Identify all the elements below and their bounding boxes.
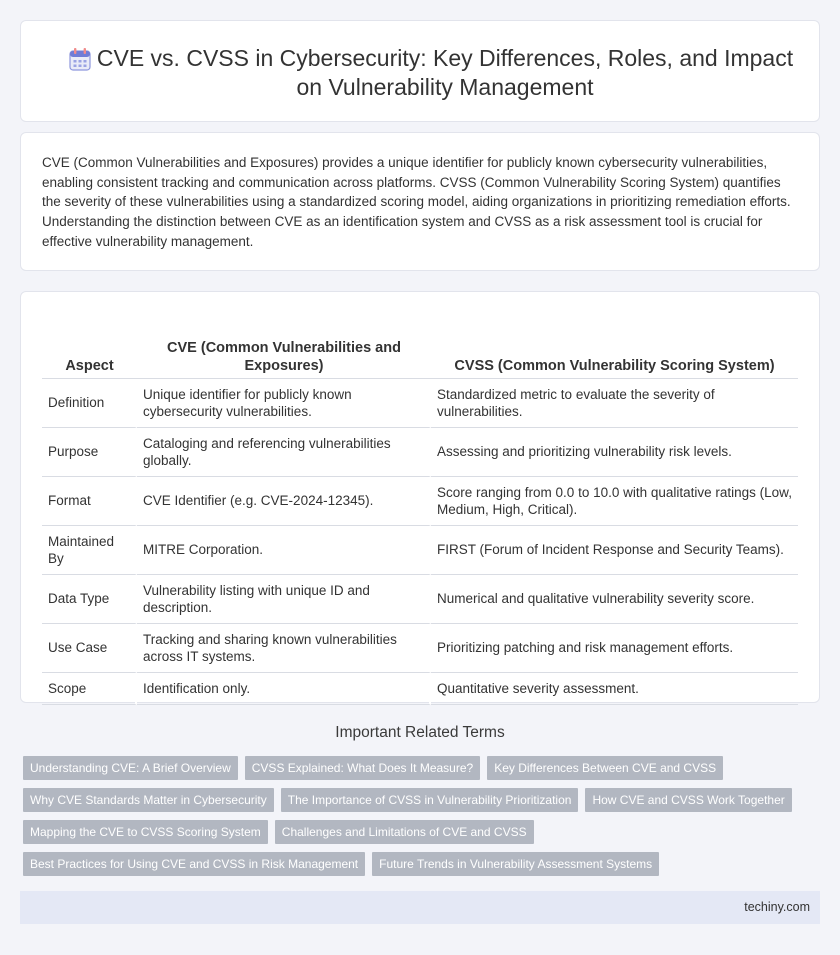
tag-row: [23, 756, 730, 780]
row-cve: Vulnerability listing with unique ID and description.: [137, 575, 431, 624]
related-term-link[interactable]: Challenges and Limitations of CVE and CVSS: [275, 820, 534, 844]
table-row: [42, 379, 798, 428]
row-cve: MITRE Corporation.: [137, 526, 431, 575]
row-cvss: Assessing and prioritizing vulnerability risk levels.: [431, 428, 798, 477]
header-cve: CVE (Common Vulnerabilities and Exposures): [137, 313, 431, 379]
table-row: [42, 575, 798, 624]
row-aspect: Format: [42, 477, 137, 526]
table-header-row: [42, 313, 798, 379]
intro-paragraph: CVE (Common Vulnerabilities and Exposures) provides a unique identifier for publicly known cybersecurity vulnerabilities, enabling consistent tracking and communication across platforms. CVSS (Common Vulnerability Scoring System) quantifies the severity of these vulnerabilities using a standardized scoring model, aiding organizations in prioritizing remediation efforts. Understanding the distinction between CVE as an identification system and CVSS as a risk assessment tool is crucial for effective vulnerability management.: [42, 155, 791, 249]
row-cve: Tracking and sharing known vulnerabilities across IT systems.: [137, 624, 431, 673]
row-cvss: FIRST (Forum of Incident Response and Security Teams).: [431, 526, 798, 575]
row-aspect: Maintained By: [42, 526, 137, 575]
related-term-link[interactable]: Understanding CVE: A Brief Overview: [23, 756, 238, 780]
table-row: [42, 428, 798, 477]
row-aspect: Data Type: [42, 575, 137, 624]
row-cve: CVE Identifier (e.g. CVE-2024-12345).: [137, 477, 431, 526]
row-cvss: Score ranging from 0.0 to 10.0 with qualitative ratings (Low, Medium, High, Critical).: [431, 477, 798, 526]
related-terms-title: Important Related Terms: [335, 724, 505, 741]
row-cvss: Prioritizing patching and risk management efforts.: [431, 624, 798, 673]
related-term-link[interactable]: Key Differences Between CVE and CVSS: [487, 756, 723, 780]
tag-row: [23, 788, 799, 812]
row-cve: Identification only.: [137, 673, 431, 705]
table-row: [42, 624, 798, 673]
row-cve: Cataloging and referencing vulnerabilities globally.: [137, 428, 431, 477]
related-term-link[interactable]: Mapping the CVE to CVSS Scoring System: [23, 820, 268, 844]
title-card: [20, 20, 820, 122]
row-cve: Unique identifier for publicly known cybersecurity vulnerabilities.: [137, 379, 431, 428]
tag-row: [23, 820, 541, 844]
related-term-link[interactable]: How CVE and CVSS Work Together: [585, 788, 791, 812]
table-row: [42, 477, 798, 526]
intro-card: [20, 132, 820, 271]
row-cvss: Quantitative severity assessment.: [431, 673, 798, 705]
related-term-link[interactable]: The Importance of CVSS in Vulnerability Prioritization: [281, 788, 579, 812]
comparison-table: [42, 313, 798, 705]
related-term-link[interactable]: Why CVE Standards Matter in Cybersecurity: [23, 788, 274, 812]
comparison-card: [20, 291, 820, 703]
header-cvss: CVSS (Common Vulnerability Scoring System): [431, 313, 798, 379]
row-aspect: Purpose: [42, 428, 137, 477]
footer-site[interactable]: techiny.com: [744, 900, 810, 914]
row-cvss: Standardized metric to evaluate the severity of vulnerabilities.: [431, 379, 798, 428]
header-aspect: Aspect: [42, 313, 137, 379]
related-term-link[interactable]: Future Trends in Vulnerability Assessment Systems: [372, 852, 659, 876]
table-row: [42, 526, 798, 575]
footer: [20, 891, 820, 924]
tag-row: [23, 852, 666, 876]
row-aspect: Scope: [42, 673, 137, 705]
page-title: CVE vs. CVSS in Cybersecurity: Key Differences, Roles, and Impact on Vulnerability Management: [96, 45, 794, 100]
row-cvss: Numerical and qualitative vulnerability severity score.: [431, 575, 798, 624]
related-term-link[interactable]: Best Practices for Using CVE and CVSS in Risk Management: [23, 852, 365, 876]
row-aspect: Use Case: [42, 624, 137, 673]
table-row: [42, 673, 798, 705]
row-aspect: Definition: [42, 379, 137, 428]
related-term-link[interactable]: CVSS Explained: What Does It Measure?: [245, 756, 480, 780]
